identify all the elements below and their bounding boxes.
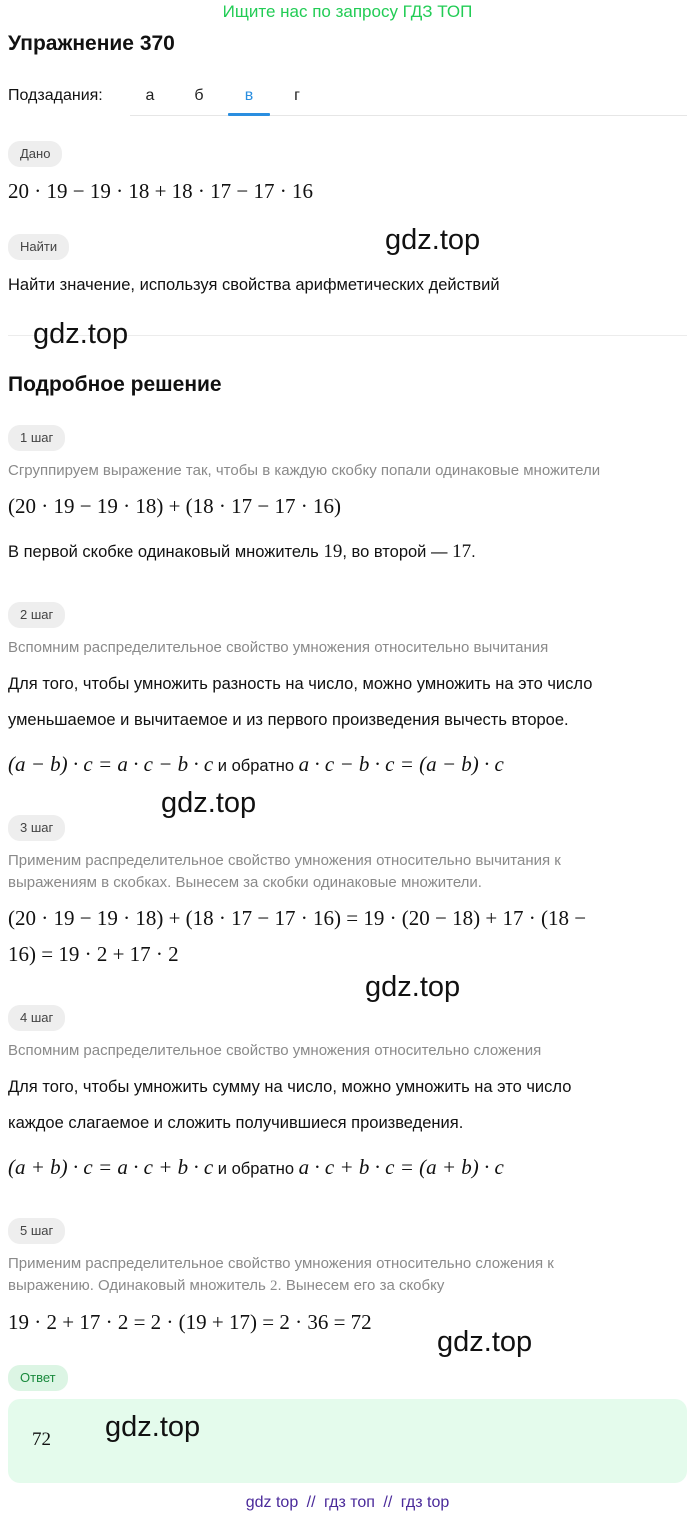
step-3-badge: 3 шаг <box>8 815 65 841</box>
step-1-formula: (20 · 19 − 19 · 18) + (18 · 17 − 17 · 16) <box>8 494 341 518</box>
step-2-badge: 2 шаг <box>8 602 65 628</box>
given-badge: Дано <box>8 141 62 167</box>
step-3-hint-line2: выражениям в скобках. Вынесем за скобки одинаковые множители. <box>8 874 482 891</box>
step-2-hint: Вспомним распределительное свойство умножения относительно вычитания <box>8 639 549 656</box>
step-1-text: В первой скобке одинаковый множитель 19, во второй — 17. <box>8 541 476 562</box>
step-2-formula: (a − b) · c = a · c − b · c и обратно a · c − b · c = (a − b) · c <box>8 752 504 776</box>
footer-link-gdz-top[interactable]: gdz top <box>245 1494 299 1511</box>
subtasks-label: Подзадания: <box>8 87 103 104</box>
active-tab-indicator <box>228 113 270 116</box>
step-4-hint: Вспомним распределительное свойство умножения относительно сложения <box>8 1042 542 1059</box>
step-2-text-line1: Для того, чтобы умножить разность на число, можно умножить на это число <box>8 675 593 693</box>
watermark: gdz.top <box>365 971 461 1003</box>
step-4-badge: 4 шаг <box>8 1005 65 1031</box>
find-badge: Найти <box>8 234 69 260</box>
footer-separator: // <box>383 1494 393 1511</box>
tabs-divider <box>130 115 687 116</box>
tab-g[interactable]: г <box>294 87 300 104</box>
step-1-num-a: 19 <box>323 541 343 562</box>
watermark: gdz.top <box>385 224 481 256</box>
tab-v[interactable]: в <box>244 87 254 104</box>
step-1-badge: 1 шаг <box>8 425 65 451</box>
step-4-text-line1: Для того, чтобы умножить сумму на число, можно умножить на это число <box>8 1078 572 1096</box>
given-expression: 20 · 19 − 19 · 18 + 18 · 17 − 17 · 16 <box>8 179 314 203</box>
solution-title: Подробное решение <box>8 373 222 396</box>
search-banner: Ищите нас по запросу ГДЗ ТОП <box>222 2 473 21</box>
watermark: gdz.top <box>33 318 129 350</box>
step-5-hint-line2: выражению. Одинаковый множитель 2. Вынесем его за скобку <box>8 1277 445 1294</box>
footer-link-gdz-top-mixed[interactable]: гдз top <box>400 1494 450 1511</box>
step-2-text-line2: уменьшаемое и вычитаемое и из первого произведения вычесть второе. <box>8 711 569 729</box>
step-3-formula-line2: 16) = 19 · 2 + 17 · 2 <box>8 942 179 966</box>
step-1-hint: Сгруппируем выражение так, чтобы в каждую скобку попали одинаковые множители <box>8 462 601 479</box>
page-title: Упражнение 370 <box>8 32 175 55</box>
answer-badge: Ответ <box>8 1365 68 1391</box>
step-5-hint-line1: Применим распределительное свойство умножения относительно сложения к <box>8 1255 554 1272</box>
step-3-hint-line1: Применим распределительное свойство умножения относительно вычитания к <box>8 852 561 869</box>
watermark: gdz.top <box>105 1411 201 1443</box>
answer-value: 72 <box>32 1429 51 1450</box>
footer-links <box>0 1494 695 1512</box>
watermark: gdz.top <box>437 1326 533 1358</box>
step-3-formula-line1: (20 · 19 − 19 · 18) + (18 · 17 − 17 · 16) = 19 · (20 − 18) + 17 · (18 − <box>8 906 587 930</box>
watermark: gdz.top <box>161 787 257 819</box>
step-4-text-line2: каждое слагаемое и сложить получившиеся произведения. <box>8 1114 464 1132</box>
step-5-formula: 19 · 2 + 17 · 2 = 2 · (19 + 17) = 2 · 36 = 72 <box>8 1310 372 1334</box>
step-1-num-b: 17 <box>452 541 472 562</box>
step-5-badge: 5 шаг <box>8 1218 65 1244</box>
tab-b[interactable]: б <box>194 87 204 104</box>
step-4-formula: (a + b) · c = a · c + b · c и обратно a · c + b · c = (a + b) · c <box>8 1155 504 1179</box>
footer-separator: // <box>306 1494 316 1511</box>
find-text: Найти значение, используя свойства арифметических действий <box>8 276 500 294</box>
tab-a[interactable]: а <box>145 87 155 104</box>
footer-link-gdz-top-ru[interactable]: гдз топ <box>324 1494 375 1511</box>
